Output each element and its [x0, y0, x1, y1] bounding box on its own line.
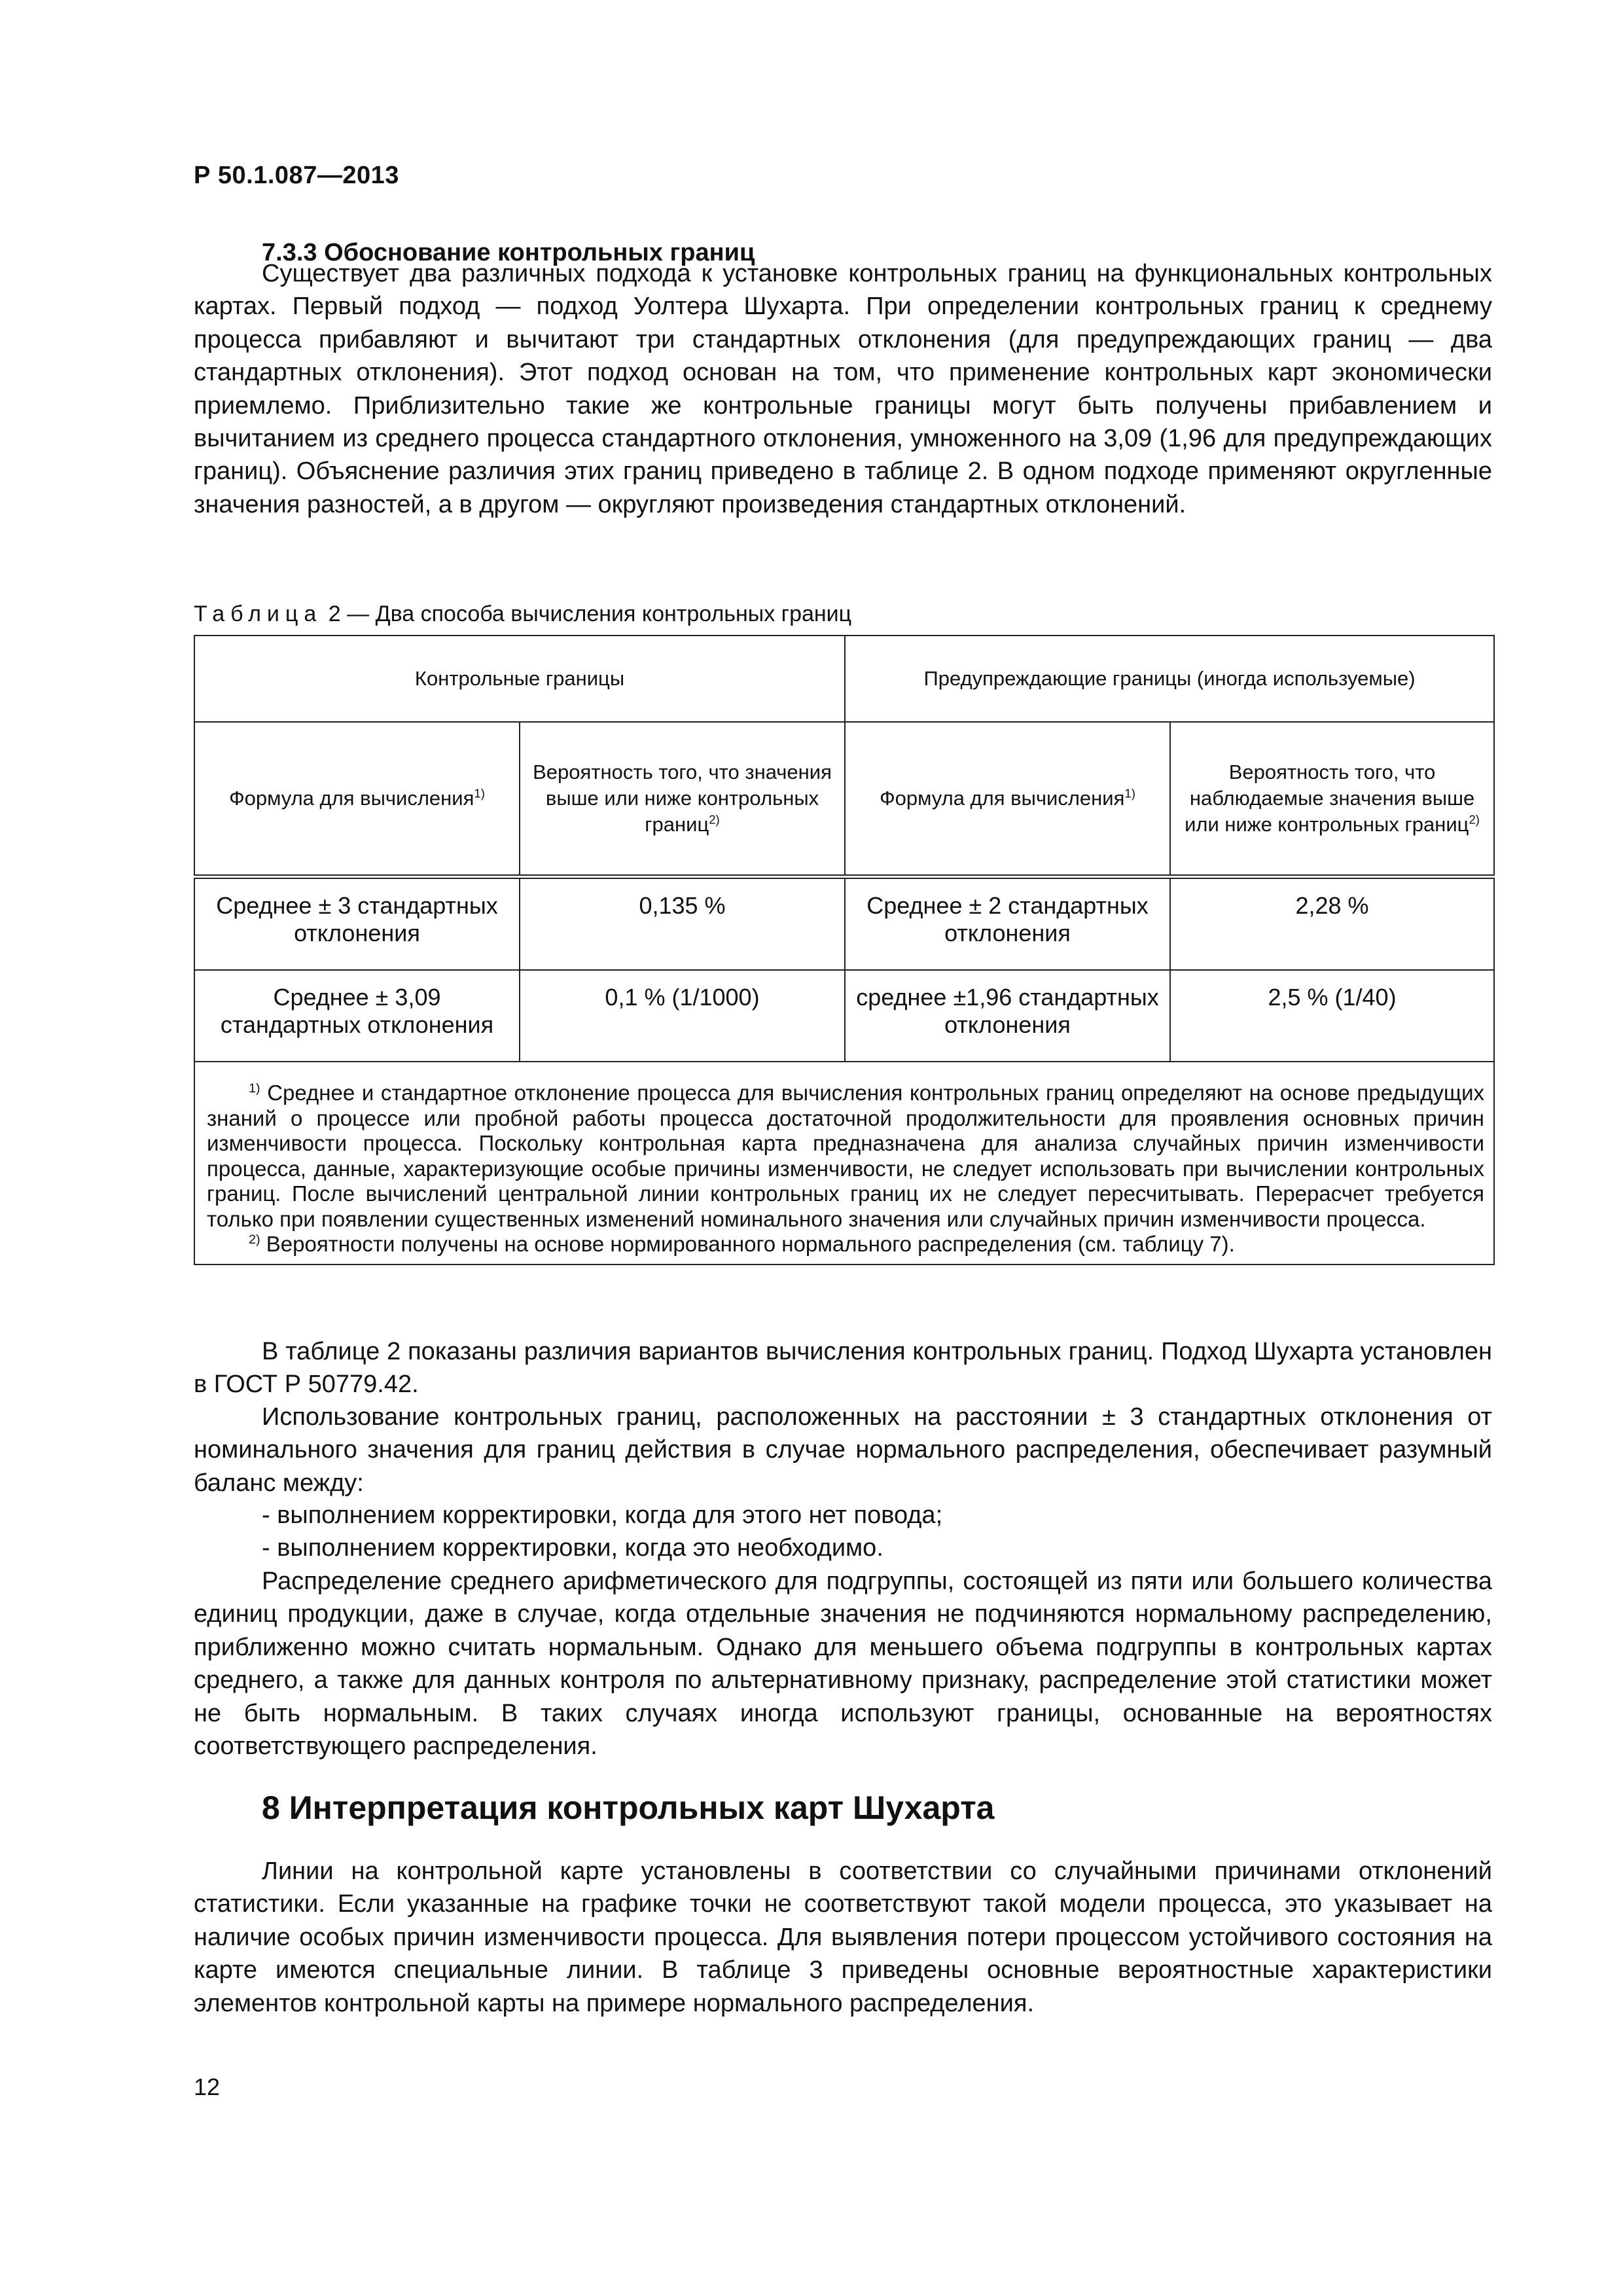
- footnote-mark: 2): [1469, 812, 1480, 827]
- footnote-mark: 1): [249, 1081, 260, 1096]
- header-formula-warning-text: Формула для вычисления: [880, 787, 1125, 810]
- document-code: Р 50.1.087—2013: [194, 162, 399, 189]
- table-cell: 0,1 % (1/1000): [520, 970, 845, 1062]
- header-formula-warning: [845, 722, 1170, 877]
- table-2: [194, 635, 1493, 1265]
- page-number: 12: [194, 2073, 221, 2100]
- header-formula-control-text: Формула для вычисления: [229, 787, 474, 810]
- paragraph-approaches: Существует два различных подхода к установке контрольных границ на функциональных контрольных картах. Первый подход — подход Уолтера Шухарта. При определении контрольных границ к среднему процесса прибавляют и вычитают три стандартных отклонения (для предупреждающих границ — два стандартных отклонения). Этот подход основан на том, что применение контрольных карт экономически приемлемо. Приблизительно такие же контрольные границы могут быть получены прибавлением и вычитанием из среднего процесса стандартного отклонения, умноженного на 3,09 (1,96 для предупреждающих границ). Объяснение различия этих границ приведено в таблице 2. В одном подходе применяют округленные значения разностей, а в другом — округляют произведения стандартных отклонений.: [194, 260, 1492, 518]
- table-cell: 2,5 % (1/40): [1170, 970, 1494, 1062]
- table-note-2-text: Вероятности получены на основе нормированного нормального распределения (см. таблицу 7).: [260, 1232, 1235, 1256]
- header-warning-limits: Предупреждающие границы (иногда используемые): [845, 636, 1494, 722]
- table-note-1: [207, 1081, 1484, 1232]
- table-note-2: [207, 1232, 1484, 1257]
- list-item: - выполнением корректировки, когда это необходимо.: [262, 1534, 883, 1562]
- header-probability-control-text: Вероятность того, что значения выше или ниже контрольных границ: [533, 761, 832, 836]
- section-heading-8: 8 Интерпретация контрольных карт Шухарта: [262, 1789, 995, 1826]
- table-cell: Среднее ± 2 стандартных отклонения: [845, 877, 1170, 971]
- table-cell: Среднее ± 3,09 стандартных отклонения: [194, 970, 520, 1062]
- table-cell: 2,28 %: [1170, 877, 1494, 971]
- footnote-mark: 1): [474, 786, 485, 800]
- section-heading-7-3-3: 7.3.3 Обоснование контрольных границ: [262, 239, 755, 266]
- list-item: - выполнением корректировки, когда для этого нет повода;: [262, 1501, 943, 1529]
- paragraph-interpretation: Линии на контрольной карте установлены в соответствии со случайными причинами отклонений статистики. Если указанные на графике точки не соответствуют такой модели процесса, это указывает на наличие особых причин изменчивости процесса. Для выявления потери процессом устойчивого состояния на карте имеются специальные линии. В таблице 3 приведены основные вероятностные характеристики элементов контрольной карты на примере нормального распределения.: [194, 1857, 1492, 2017]
- table-caption-label: Таблица: [194, 601, 323, 626]
- header-control-limits: Контрольные границы: [194, 636, 845, 722]
- header-probability-control: [520, 722, 845, 877]
- footnote-mark: 2): [709, 812, 720, 827]
- paragraph-three-sigma: Использование контрольных границ, расположенных на расстоянии ± 3 стандартных отклонения от номинального значения для границ действия в случае нормального распределения, обеспечивает разумный баланс между:: [194, 1403, 1492, 1497]
- table-cell: 0,135 %: [520, 877, 845, 971]
- table-cell: Среднее ± 3 стандартных отклонения: [194, 877, 520, 971]
- table-caption-text: 2 — Два способа вычисления контрольных границ: [328, 601, 852, 626]
- footnote-mark: 1): [1124, 786, 1135, 800]
- header-probability-warning: [1170, 722, 1494, 877]
- paragraph-distribution: Распределение среднего арифметического для подгруппы, состоящей из пяти или большего количества единиц продукции, даже в случае, когда отдельные значения не подчиняются нормальному распределению, приближенно можно считать нормальным. Однако для меньшего объема подгруппы в контрольных картах среднего, а также для данных контроля по альтернативному признаку, распределение этой статистики может не быть нормальным. В таких случаях иногда используют границы, основанные на вероятностях соответствующего распределения.: [194, 1568, 1492, 1761]
- table-group-header-row: [194, 636, 1494, 722]
- footnote-mark: 2): [249, 1232, 260, 1247]
- limits-table: [194, 635, 1495, 1265]
- table-notes-row: [194, 1062, 1494, 1265]
- table-row: [194, 970, 1494, 1062]
- table-sub-header-row: [194, 722, 1494, 877]
- table-cell: среднее ±1,96 стандартных отклонения: [845, 970, 1170, 1062]
- header-formula-control: [194, 722, 520, 877]
- table-note-1-text: Среднее и стандартное отклонение процесса для вычисления контрольных границ определяют на основе предыдущих знаний о процессе или пробной работы процесса достаточной продолжительности для проявления основных причин изменчивости процесса. Поскольку контрольная карта предназначена для анализа случайных причин изменчивости процесса, данные, характеризующие особые причины изменчивости, не следует использовать при вычислении контрольных границ. После вычислений центральной линии контрольных границ их не следует пересчитывать. Перерасчет требуется только при появлении существенных изменений номинального значения или случайных причин изменчивости процесса.: [207, 1081, 1485, 1231]
- table-notes: [194, 1062, 1494, 1265]
- table-caption: [194, 600, 851, 628]
- table-row: [194, 877, 1494, 971]
- paragraph-table-differences: В таблице 2 показаны различия вариантов вычисления контрольных границ. Подход Шухарта установлен в ГОСТ Р 50779.42.: [194, 1338, 1492, 1399]
- header-probability-warning-text: Вероятность того, что наблюдаемые значения выше или ниже контрольных границ: [1185, 761, 1475, 836]
